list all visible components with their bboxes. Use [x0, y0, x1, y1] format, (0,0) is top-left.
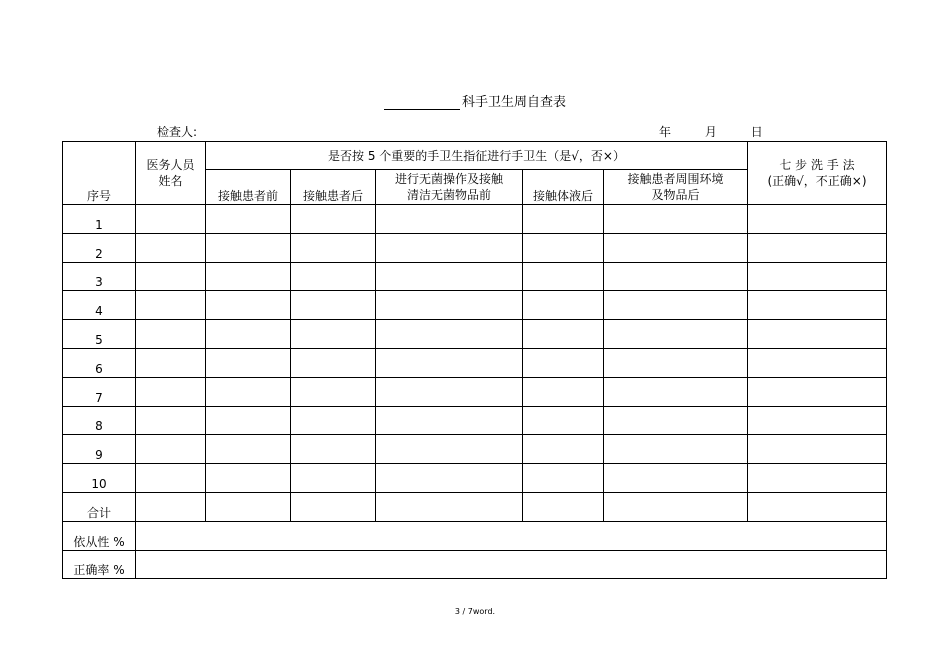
- row-label: 6: [63, 348, 136, 377]
- entry-cell[interactable]: [291, 233, 376, 262]
- row-label: 10: [63, 464, 136, 493]
- date-line: [659, 123, 793, 140]
- entry-cell[interactable]: [206, 464, 291, 493]
- header-indication-5-line2: 及物品后: [651, 188, 700, 202]
- entry-cell[interactable]: [523, 205, 604, 234]
- row-label: 3: [63, 262, 136, 291]
- entry-cell[interactable]: [206, 233, 291, 262]
- table-row: [63, 262, 887, 291]
- entry-cell[interactable]: [604, 377, 748, 406]
- entry-cell[interactable]: [748, 348, 887, 377]
- header-indication-4: [523, 170, 604, 205]
- entry-cell[interactable]: [291, 464, 376, 493]
- form-title-text: 科手卫生周自查表: [461, 95, 566, 110]
- summary-value-cell[interactable]: [136, 521, 887, 550]
- header-staff: [136, 142, 206, 205]
- header-five-indications: 是否按 5 个重要的手卫生指征进行手卫生（是√，否×）: [206, 142, 748, 170]
- entry-cell[interactable]: [748, 464, 887, 493]
- header-seq: 序号: [63, 142, 136, 205]
- entry-cell[interactable]: [523, 291, 604, 320]
- entry-cell[interactable]: [604, 233, 748, 262]
- entry-cell[interactable]: [136, 205, 206, 234]
- summary-row: [63, 521, 887, 550]
- summary-label: 正确率 %: [63, 550, 136, 579]
- entry-cell[interactable]: [376, 205, 523, 234]
- table-row: [63, 291, 887, 320]
- header-indication-3-line1: 进行无菌操作及接触: [394, 172, 503, 186]
- entry-cell[interactable]: [206, 262, 291, 291]
- entry-cell[interactable]: [206, 406, 291, 435]
- entry-cell[interactable]: [523, 406, 604, 435]
- row-label: 合计: [63, 492, 136, 521]
- row-label: 8: [63, 406, 136, 435]
- header-staff-line1: 医务人员: [146, 158, 195, 172]
- entry-cell[interactable]: [291, 377, 376, 406]
- entry-cell[interactable]: [523, 377, 604, 406]
- entry-cell[interactable]: [748, 492, 887, 521]
- header-seven-step-line2: (正确√，不正确×): [767, 174, 867, 188]
- entry-cell[interactable]: [748, 233, 887, 262]
- entry-cell[interactable]: [376, 492, 523, 521]
- entry-cell[interactable]: [748, 435, 887, 464]
- month-label: 月: [704, 125, 717, 139]
- inspector-label: 检查人:: [157, 125, 198, 139]
- entry-cell[interactable]: [136, 377, 206, 406]
- entry-cell[interactable]: [523, 348, 604, 377]
- entry-cell[interactable]: [206, 492, 291, 521]
- entry-cell[interactable]: [291, 348, 376, 377]
- entry-cell[interactable]: [376, 435, 523, 464]
- table-row: [63, 205, 887, 234]
- entry-cell[interactable]: [376, 320, 523, 349]
- entry-cell[interactable]: [291, 406, 376, 435]
- entry-cell[interactable]: [376, 233, 523, 262]
- entry-cell[interactable]: [604, 348, 748, 377]
- entry-cell[interactable]: [604, 291, 748, 320]
- entry-cell[interactable]: [748, 406, 887, 435]
- entry-cell[interactable]: [376, 464, 523, 493]
- summary-row: [63, 550, 887, 579]
- header-seven-step: [748, 142, 887, 205]
- entry-cell[interactable]: [604, 435, 748, 464]
- header-indication-5-line1: 接触患者周围环境: [627, 172, 724, 186]
- entry-cell[interactable]: [748, 320, 887, 349]
- entry-cell[interactable]: [523, 233, 604, 262]
- form-title: [0, 91, 950, 110]
- entry-cell[interactable]: [748, 205, 887, 234]
- header-indication-1-line1: 接触患者前: [217, 189, 278, 203]
- table-row: [63, 377, 887, 406]
- row-label: 9: [63, 435, 136, 464]
- entry-cell[interactable]: [376, 291, 523, 320]
- summary-label: 依从性 %: [63, 521, 136, 550]
- entry-cell[interactable]: [604, 205, 748, 234]
- entry-cell[interactable]: [291, 205, 376, 234]
- day-label: 日: [750, 125, 763, 139]
- header-indication-5: [604, 170, 748, 205]
- entry-cell[interactable]: [291, 320, 376, 349]
- entry-cell[interactable]: [523, 320, 604, 349]
- table-row: [63, 233, 887, 262]
- hand-hygiene-table: [62, 141, 887, 579]
- entry-cell[interactable]: [376, 262, 523, 291]
- entry-cell[interactable]: [291, 492, 376, 521]
- entry-cell[interactable]: [604, 406, 748, 435]
- entry-cell[interactable]: [604, 262, 748, 291]
- entry-cell[interactable]: [136, 291, 206, 320]
- entry-cell[interactable]: [136, 233, 206, 262]
- department-blank: [384, 97, 460, 110]
- entry-cell[interactable]: [136, 406, 206, 435]
- row-label: 4: [63, 291, 136, 320]
- entry-cell[interactable]: [206, 205, 291, 234]
- entry-cell[interactable]: [604, 320, 748, 349]
- entry-cell[interactable]: [748, 291, 887, 320]
- row-label: 2: [63, 233, 136, 262]
- table-row: [63, 435, 887, 464]
- entry-cell[interactable]: [523, 464, 604, 493]
- entry-cell[interactable]: [136, 492, 206, 521]
- table-row: [63, 320, 887, 349]
- table-row: [63, 492, 887, 521]
- year-label: 年: [659, 125, 672, 139]
- row-label: 7: [63, 377, 136, 406]
- page-footer: 3 / 7word.: [454, 607, 496, 616]
- row-label: 5: [63, 320, 136, 349]
- entry-cell[interactable]: [748, 377, 887, 406]
- entry-cell[interactable]: [206, 377, 291, 406]
- entry-cell[interactable]: [136, 464, 206, 493]
- entry-cell[interactable]: [604, 492, 748, 521]
- header-indication-2-line1: 接触患者后: [302, 189, 363, 203]
- table-row: [63, 464, 887, 493]
- header-indication-3: [376, 170, 523, 205]
- row-label: 1: [63, 205, 136, 234]
- summary-value-cell[interactable]: [136, 550, 887, 579]
- header-indication-3-line2: 清洁无菌物品前: [406, 188, 491, 202]
- table-row: [63, 348, 887, 377]
- entry-cell[interactable]: [136, 435, 206, 464]
- entry-cell[interactable]: [523, 492, 604, 521]
- entry-cell[interactable]: [376, 348, 523, 377]
- header-indication-4-line1: 接触体液后: [532, 189, 593, 203]
- entry-cell[interactable]: [136, 348, 206, 377]
- entry-cell[interactable]: [291, 291, 376, 320]
- entry-cell[interactable]: [136, 320, 206, 349]
- entry-cell[interactable]: [748, 262, 887, 291]
- entry-cell[interactable]: [376, 377, 523, 406]
- header-seven-step-line1: 七 步 洗 手 法: [779, 158, 855, 172]
- entry-cell[interactable]: [291, 435, 376, 464]
- header-staff-line2: 姓名: [158, 174, 183, 188]
- entry-cell[interactable]: [136, 262, 206, 291]
- header-indication-2: [291, 170, 376, 205]
- entry-cell[interactable]: [604, 464, 748, 493]
- entry-cell[interactable]: [376, 406, 523, 435]
- entry-cell[interactable]: [206, 291, 291, 320]
- header-indication-1: [206, 170, 291, 205]
- entry-cell[interactable]: [523, 435, 604, 464]
- entry-cell[interactable]: [291, 262, 376, 291]
- table-row: [63, 406, 887, 435]
- entry-cell[interactable]: [206, 348, 291, 377]
- entry-cell[interactable]: [206, 435, 291, 464]
- entry-cell[interactable]: [206, 320, 291, 349]
- table-body: [63, 205, 887, 579]
- entry-cell[interactable]: [523, 262, 604, 291]
